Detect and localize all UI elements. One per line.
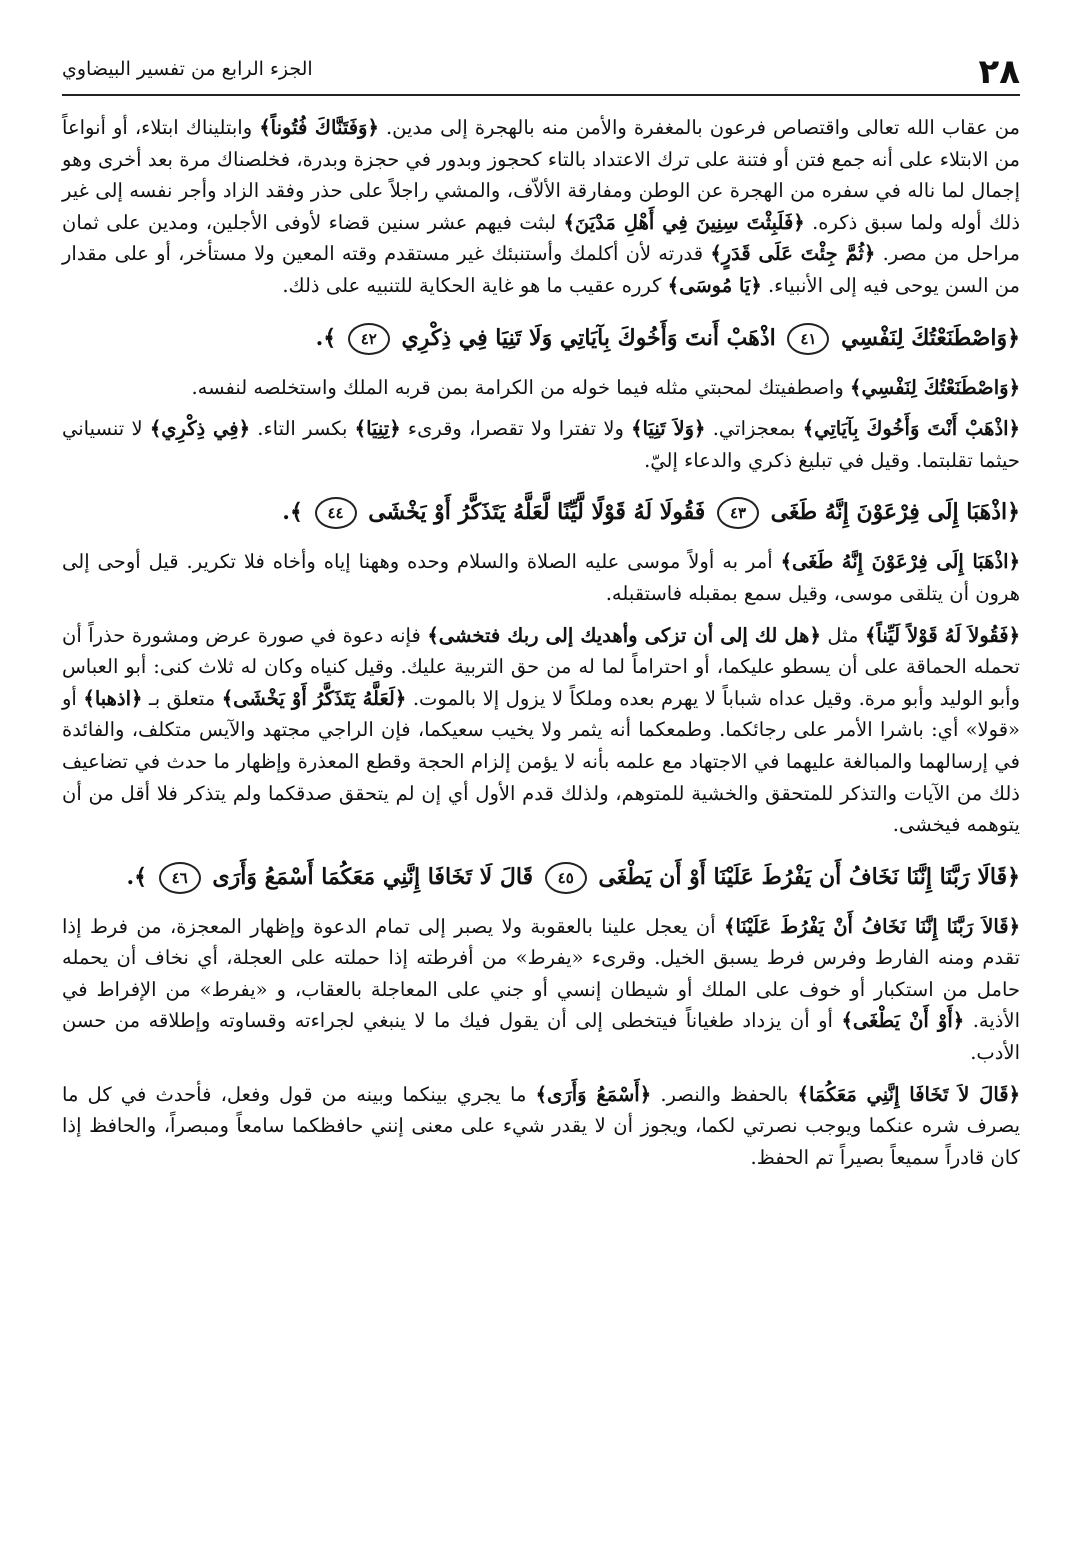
commentary-text: مثل [827, 623, 859, 647]
verse-block-43-44 [62, 490, 1020, 534]
ayah-number-marker: ٤٢ [348, 323, 390, 355]
paragraph-5 [62, 620, 1020, 841]
quran-quote: ﴿اذْهَبْ أَنْتَ وَأَخُوكَ بِآيَاتِي﴾ [802, 417, 1020, 441]
quran-quote: ﴿اذْهَبَا إِلَى فِرْعَوْنَ إِنَّهُ طَغَى﴾ [780, 550, 1021, 574]
quran-quote: ﴿اذهبا﴾ [83, 686, 143, 710]
verse-text: ﴿قَالَا رَبَّنَا إِنَّنَا نَخَافُ أَن يَفْرُطَ عَلَيْنَا أَوْ أَن يَطْغَى [598, 863, 1020, 890]
verse-text: فَقُولَا لَهُ قَوْلًا لَّيِّنًا لَّعَلَّهُ يَتَذَكَّرُ أَوْ يَخْشَى [368, 499, 706, 526]
paragraph-7 [62, 1079, 1020, 1174]
quran-quote: ﴿وَاصْطَنَعْتُكَ لِنَفْسِي﴾ [850, 375, 1020, 399]
commentary-text: من عقاب الله تعالى واقتصاص فرعون بالمغفرة والأمن منه بالهجرة إلى مدين. [385, 116, 1020, 139]
verse-block-41-42 [62, 316, 1020, 360]
ayah-number-marker: ٤١ [787, 323, 829, 355]
page-body [62, 112, 1020, 1173]
quran-quote: ﴿تِنِيَا﴾ [354, 417, 401, 441]
ayah-number-marker: ٤٣ [717, 497, 759, 529]
paragraph-3 [62, 413, 1020, 476]
verse-end-bracket: ﴾. [282, 499, 303, 526]
quran-quote: ﴿أَسْمَعُ وَأَرَى﴾ [535, 1082, 652, 1106]
commentary-text: فإنه دعوة في صورة عرض ومشورة حذراً أن تحمله الحماقة على أن يسطو عليكما، أو احتراماً لما له من حق التربية عليك. وقيل كنياه وكان له ثلاث كنى: أبو العباس وأبو الوليد وأبو مرة. وقيل عداه شباباً لا يهرم بعده وملكاً لا يزول إلا بالموت. [62, 623, 1020, 710]
commentary-text: ولا تفترا ولا تقصرا، وقرىء [407, 417, 624, 441]
page-number: ٢٨ [978, 52, 1020, 92]
ayah-number-marker: ٤٥ [545, 862, 587, 894]
quran-quote: ﴿فِي ذِكْرِي﴾ [149, 417, 251, 441]
quran-quote: ﴿وَلاَ تَنِيَا﴾ [631, 417, 706, 441]
verse-end-bracket: ﴾. [315, 324, 337, 351]
commentary-text: وابتليناك ابتلاء، أو أنواعاً من الابتلاء على أنه جمع فتن أو فتنة على ترك الاعتداد بالتاء كحجوز وبدور في حجزة وبدرة، فخلصناك مرة بعد أخرى وهو إجمال لما ناله في سفره من الهجرة عن الوطن ومفارقة الألاّف، والمشي راجلاً على حذر وفقد الزاد وأجر نفسه إلى غير ذلك أوله ولما سبق ذكره. [62, 116, 1020, 234]
commentary-text: بمعجزاتي. [712, 417, 796, 441]
verse-text: ﴿اذْهَبَا إِلَى فِرْعَوْنَ إِنَّهُ طَغَى [770, 499, 1020, 526]
commentary-text: لا تنسياني حيثما تقلبتما. وقيل في تبليغ ذكري والدعاء إليّ. [62, 417, 1020, 472]
quran-quote: ﴿هل لك إلى أن تزكى وأهديك إلى ربك فتخشى﴾ [427, 623, 821, 647]
commentary-text: ما يجري بينكما وبينه من قول وفعل، فأحدث في كل ما يصرف شره عنكما ويوجب نصرتي لكما، ويجوز أن لا يقدر شيء على معنى إنني حافظكما سامعاً ومبصراً، والحافظ إذا كان قادراً سميعاً بصيراً تم الحفظ. [62, 1082, 1020, 1169]
paragraph-1 [62, 112, 1020, 302]
quran-quote: ﴿وَفَتَنَّاكَ فُتُوناً﴾ [259, 116, 379, 139]
running-title: الجزء الرابع من تفسير البيضاوي [62, 58, 313, 80]
quran-quote: ﴿يَا مُوسَى﴾ [667, 273, 762, 297]
ayah-number-marker: ٤٦ [159, 862, 201, 894]
quran-quote: ﴿فَقُولاَ لَهُ قَوْلاً لَيِّناً﴾ [864, 623, 1021, 647]
commentary-text: أو أن يزداد طغياناً فيتخطى إلى أن يقول فيك ما لا ينبغي لجراءته وقساوته وإطلاقه من حسن الأدب. [62, 1009, 1020, 1065]
commentary-text: متعلق بـ [149, 686, 216, 710]
paragraph-2 [62, 372, 1020, 404]
quran-quote: ﴿لَعَلَّهُ يَتَذَكَّرُ أَوْ يَخْشَى﴾ [221, 686, 407, 710]
commentary-text: بالحفظ والنصر. [660, 1082, 789, 1106]
verse-text: اذْهَبْ أَنتَ وَأَخُوكَ بِآيَاتِي وَلَا تَنِيَا فِي ذِكْرِي [401, 324, 776, 351]
commentary-text: بكسر التاء. [257, 417, 348, 441]
verse-text: ﴿وَاصْطَنَعْتُكَ لِنَفْسِي [841, 324, 1020, 351]
commentary-text: كرره عقيب ما هو غاية الحكاية للتنبيه على ذلك. [282, 273, 662, 297]
commentary-text: أو «قولا» أي: باشرا الأمر على رجائكما. وطمعكما أنه يثمر ولا يخيب سعيكما، فإن الراجي مجتهد والآيس متكلف، والفائدة في إرسالهما والمبالغة عليهما في الاجتهاد مع علمه بأنه لا يؤمن إلزام الحجة وقطع المعذرة وإظهار ما حدث في تضاعيف ذلك من الآيات والتذكر للمتحقق والخشية للمتوهم، ولذلك قدم الأول أي إن لم يتحقق صدقكما ولم يتذكر فلا أقل من أن يتوهمه فيخشى. [62, 686, 1020, 837]
quran-quote: ﴿ثُمَّ جِئْتَ عَلَى قَدَرٍ﴾ [710, 242, 876, 266]
paragraph-4 [62, 546, 1020, 609]
commentary-text: قدرته لأن أكلمك وأستنبئك غير مستقدم وقته المعين ولا مستأخر، أو على مقدار من السن يوحى فيه إلى الأنبياء. [62, 242, 1020, 297]
quran-quote: ﴿فَلَبِثْتَ سِنِينَ فِي أَهْلِ مَدْيَنَ﴾ [563, 210, 805, 234]
ayah-number-marker: ٤٤ [315, 497, 357, 529]
verse-end-bracket: ﴾. [126, 863, 148, 890]
verse-block-45-46 [62, 855, 1020, 899]
quran-quote: ﴿قَالاَ رَبَّنَا إِنَّنَا نَخَافُ أَنْ يَفْرُطَ عَلَيْنَا﴾ [724, 914, 1021, 938]
commentary-text: أمر به أولاً موسى عليه الصلاة والسلام وحده وههنا إياه وأخاه فلا تكرير. قيل أوحى إلى هرون أن يتلقى موسى، وقيل سمع بمقبله فاستقبله. [62, 550, 1020, 605]
commentary-text: لبثت فيهم عشر سنين قضاء لأوفى الأجلين، ومدين على ثمان مراحل من مصر. [62, 210, 1021, 266]
verse-text: قَالَ لَا تَخَافَا إِنَّنِي مَعَكُمَا أَسْمَعُ وَأَرَى [212, 863, 534, 890]
commentary-text: أن يعجل علينا بالعقوبة ولا يصبر إلى تمام الدعوة وإظهار المعجزة، من فرط إذا تقدم ومنه الفارط وفرس فرط يسبق الخيل. وقرىء «يفرط» من أفرطته إذا حملته على العجلة، أي نخاف أن يحمله حامل من استكبار أو خوف على الملك أو شيطان إنسي أو جني على المعاجلة بالعقاب، و «يفرط» من الإفراط في الأذية. [62, 914, 1021, 1033]
paragraph-6 [62, 911, 1020, 1069]
quran-quote: ﴿أَوْ أَنْ يَطْغَى﴾ [841, 1009, 965, 1033]
page-header [62, 48, 1020, 96]
quran-quote: ﴿قَالَ لاَ تَخَافَا إِنَّنِي مَعَكُمَا﴾ [797, 1082, 1021, 1106]
commentary-text: واصطفيتك لمحبتي مثله فيما خوله من الكرامة بمن قربه الملك واستخلصه لنفسه. [191, 375, 844, 399]
